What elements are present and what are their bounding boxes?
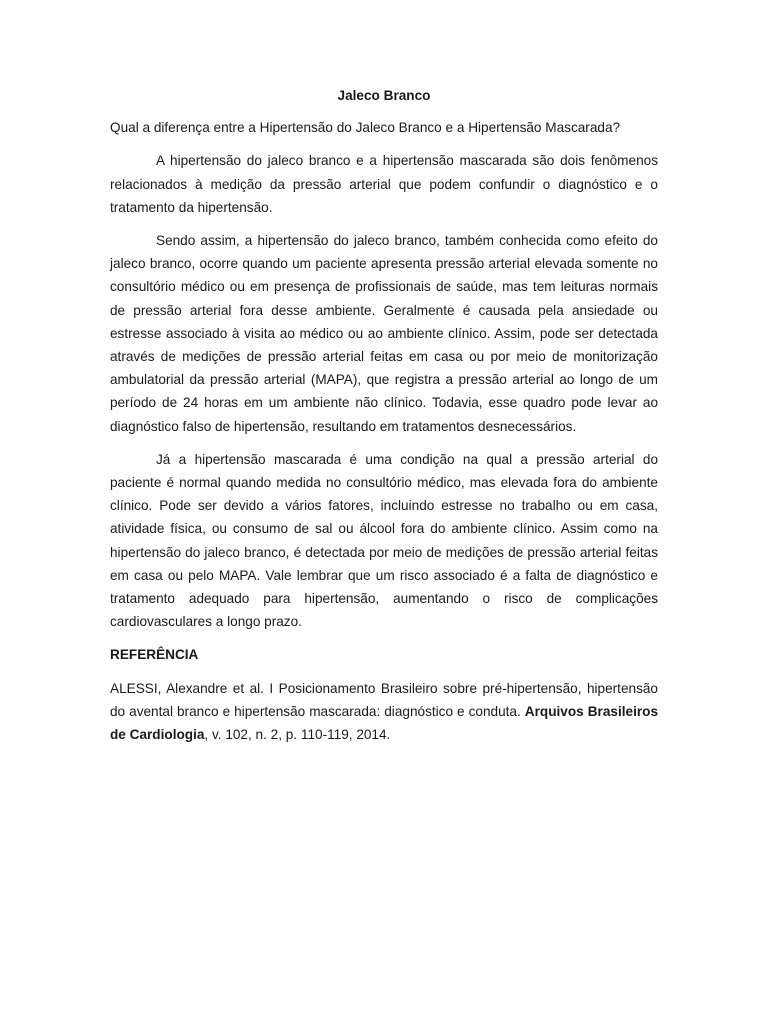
reference-heading: REFERÊNCIA [110,647,199,663]
document-question: Qual a diferença entre a Hipertensão do Jaleco Branco e a Hipertensão Mascarada? [110,120,621,136]
reference-text: ALESSI, Alexandre et al. I Posicionamento Brasileiro sobre pré-hipertensão, hipertensão do avental branco e hipertensão mascarada: diagnóstico e conduta. [110,680,658,719]
document-page [110,84,658,746]
document-title: Jaleco Branco [337,88,431,103]
body-paragraph-1: A hipertensão do jaleco branco e a hipertensão mascarada são dois fenômenos relacionados à medição da pressão arterial que podem confundir o diagnóstico e o tratamento da hipertensão. [110,153,658,215]
reference-entry [110,677,658,747]
reference-details: , v. 102, n. 2, p. 110-119, 2014. [204,727,391,743]
reference-journal: Arquivos Brasileiros de Cardiologia [110,703,659,743]
body-paragraph-2: Sendo assim, a hipertensão do jaleco branco, também conhecida como efeito do jaleco branco, ocorre quando um paciente apresenta pressão arterial elevada somente no consultório médico ou em presença de profissionais de saúde, mas tem leituras normais de pressão arterial fora desse ambiente. Geralmente é causada pela ansiedade ou estresse associado à visita ao médico ou ao ambiente clínico. Assim, pode ser detectada através de medições de pressão arterial feitas em casa ou por meio de monitorização ambulatorial da pressão arterial (MAPA), que registra a pressão arterial ao longo de um período de 24 horas em um ambiente não clínico. Todavia, esse quadro pode levar ao diagnóstico falso de hipertensão, resultando em tratamentos desnecessários. [110,233,658,434]
body-paragraph-3: Já a hipertensão mascarada é uma condição na qual a pressão arterial do paciente é normal quando medida no consultório médico, mas elevada fora do ambiente clínico. Pode ser devido a vários fatores, incluindo estresse no trabalho ou em casa, atividade física, ou consumo de sal ou álcool fora do ambiente clínico. Assim como na hipertensão do jaleco branco, é detectada por meio de medições de pressão arterial feitas em casa ou pelo MAPA. Vale lembrar que um risco associado é a falta de diagnóstico e tratamento adequado para hipertensão, aumentando o risco de complicações cardiovasculares a longo prazo. [110,451,658,630]
